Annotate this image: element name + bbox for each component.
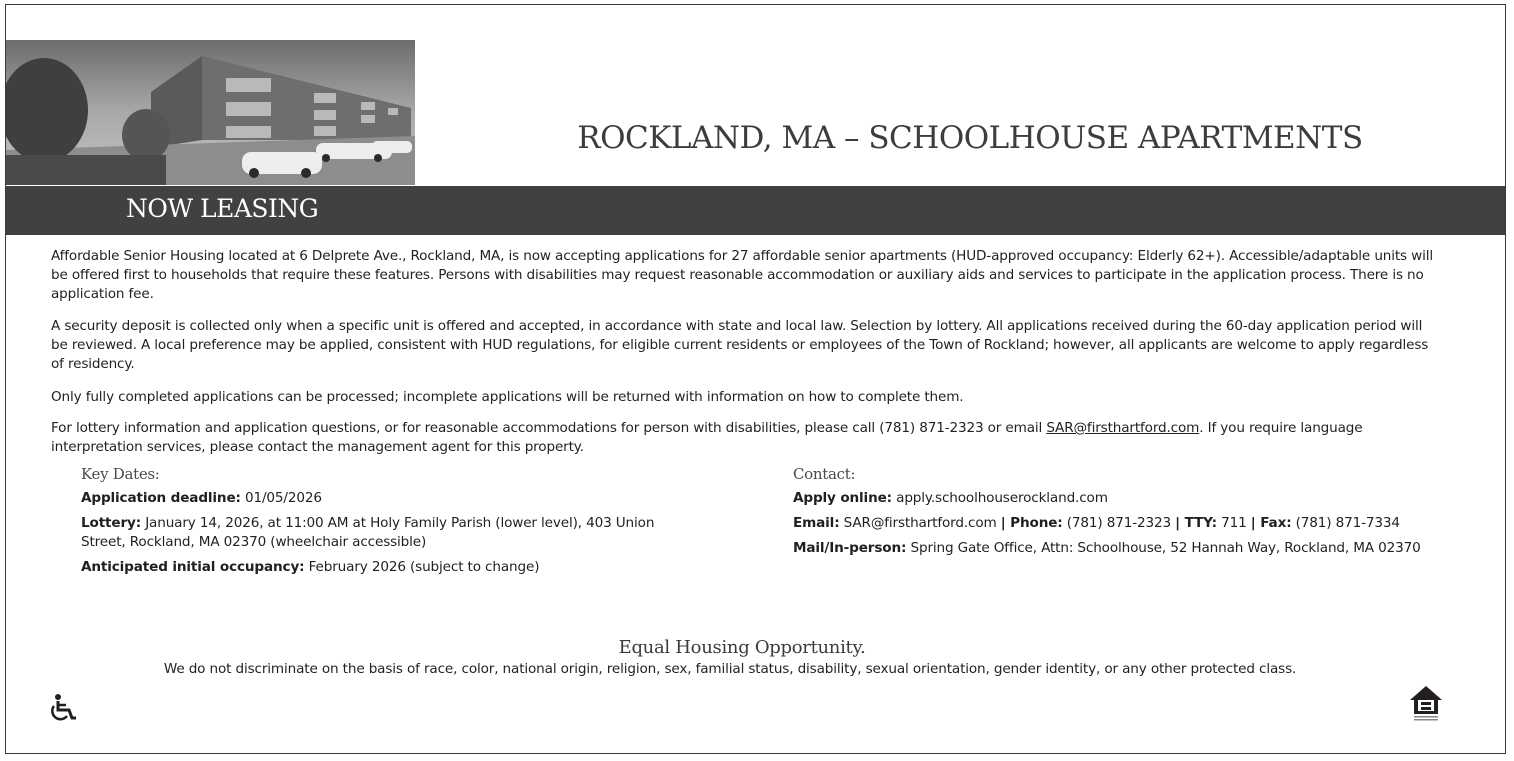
contact-apply (793, 489, 1433, 508)
hero-photo (6, 40, 415, 185)
phone-value: (781) 871-2323 (1062, 515, 1176, 531)
mail-label: Mail/In-person: (793, 540, 907, 556)
email-value[interactable]: SAR@firsthartford.com (839, 515, 1001, 531)
key-date-value: January 14, 2026, at 11:00 AM at Holy Family Parish (lower level), 403 Union Street, Rockland, MA 02370 (wheelchair accessible) (81, 515, 655, 550)
phone-label: Phone: (1005, 515, 1063, 531)
separator: | (1175, 515, 1180, 531)
key-date-label: Anticipated initial occupancy: (81, 559, 305, 575)
key-date-item (81, 489, 701, 508)
separator: | (1000, 515, 1006, 531)
banner-text: NOW LEASING (126, 194, 319, 223)
contact-text-1: For lottery information and application questions, or for reasonable accommodations for person with disabilities, please call (781) 871-2323 or email (51, 420, 1047, 436)
apply-label: Apply online: (793, 490, 892, 506)
apartment-building-photo (6, 40, 415, 185)
equal-housing-opportunity-icon (1408, 684, 1444, 722)
tty-label: TTY: (1180, 515, 1217, 531)
contact-text-2: . If you require language interpretation services, please contact the management agent for this property. (51, 420, 1363, 455)
page-title: ROCKLAND, MA – SCHOOLHOUSE APARTMENTS (577, 120, 1363, 156)
contact-mail (793, 539, 1433, 558)
separator: | (1250, 515, 1256, 531)
contact-heading: Contact: (793, 465, 856, 483)
contact-details (793, 514, 1433, 533)
equal-housing-heading: Equal Housing Opportunity. (618, 637, 866, 658)
key-dates-section (81, 465, 701, 583)
key-date-label: Lottery: (81, 515, 142, 531)
non-discrimination-statement: We do not discriminate on the basis of race, color, national origin, religion, sex, familial status, disability, sexual orientation, gender identity, or any other protected class. (163, 661, 1297, 677)
fax-value: (781) 871-7334 (1291, 515, 1400, 531)
key-date-label: Application deadline: (81, 490, 241, 506)
completeness-paragraph: Only fully completed applications can be processed; incomplete applications will be returned with information on how to complete them. (51, 389, 964, 405)
wheelchair-accessible-icon (49, 693, 79, 723)
mail-value: Spring Gate Office, Attn: Schoolhouse, 52 Hannah Way, Rockland, MA 02370 (906, 540, 1421, 556)
email-link[interactable]: SAR@firsthartford.com (1046, 420, 1200, 436)
contact-paragraph (51, 419, 1441, 457)
key-date-item (81, 514, 701, 552)
apply-url[interactable]: apply.schoolhouserockland.com (891, 490, 1108, 506)
fax-label: Fax: (1255, 515, 1292, 531)
key-dates-heading: Key Dates: (81, 465, 160, 483)
key-date-item (81, 558, 701, 577)
contact-section (793, 465, 1433, 564)
email-label: Email: (793, 515, 840, 531)
intro-paragraph: Affordable Senior Housing located at 6 Delprete Ave., Rockland, MA, is now accepting applications for 27 affordable senior apartments (HUD-approved occupancy: Elderly 62+). Accessible/adaptable units will be offered first to households that require these features. Persons with disabilities may request reasonable accommodation or auxiliary aids and services to participate in the application process. There is no application fee. (51, 248, 1434, 302)
selection-paragraph: A security deposit is collected only when a specific unit is offered and accepted, in accordance with state and local law. Selection by lottery. All applications received during the 60-day application period will be reviewed. A local preference may be applied, consistent with HUD regulations, for eligible current residents or employees of the Town of Rockland; however, all applicants are welcome to apply regardless of residency. (51, 318, 1429, 372)
key-date-value: 01/05/2026 (240, 490, 322, 506)
tty-value: 711 (1216, 515, 1251, 531)
key-date-value: February 2026 (subject to change) (304, 559, 540, 575)
